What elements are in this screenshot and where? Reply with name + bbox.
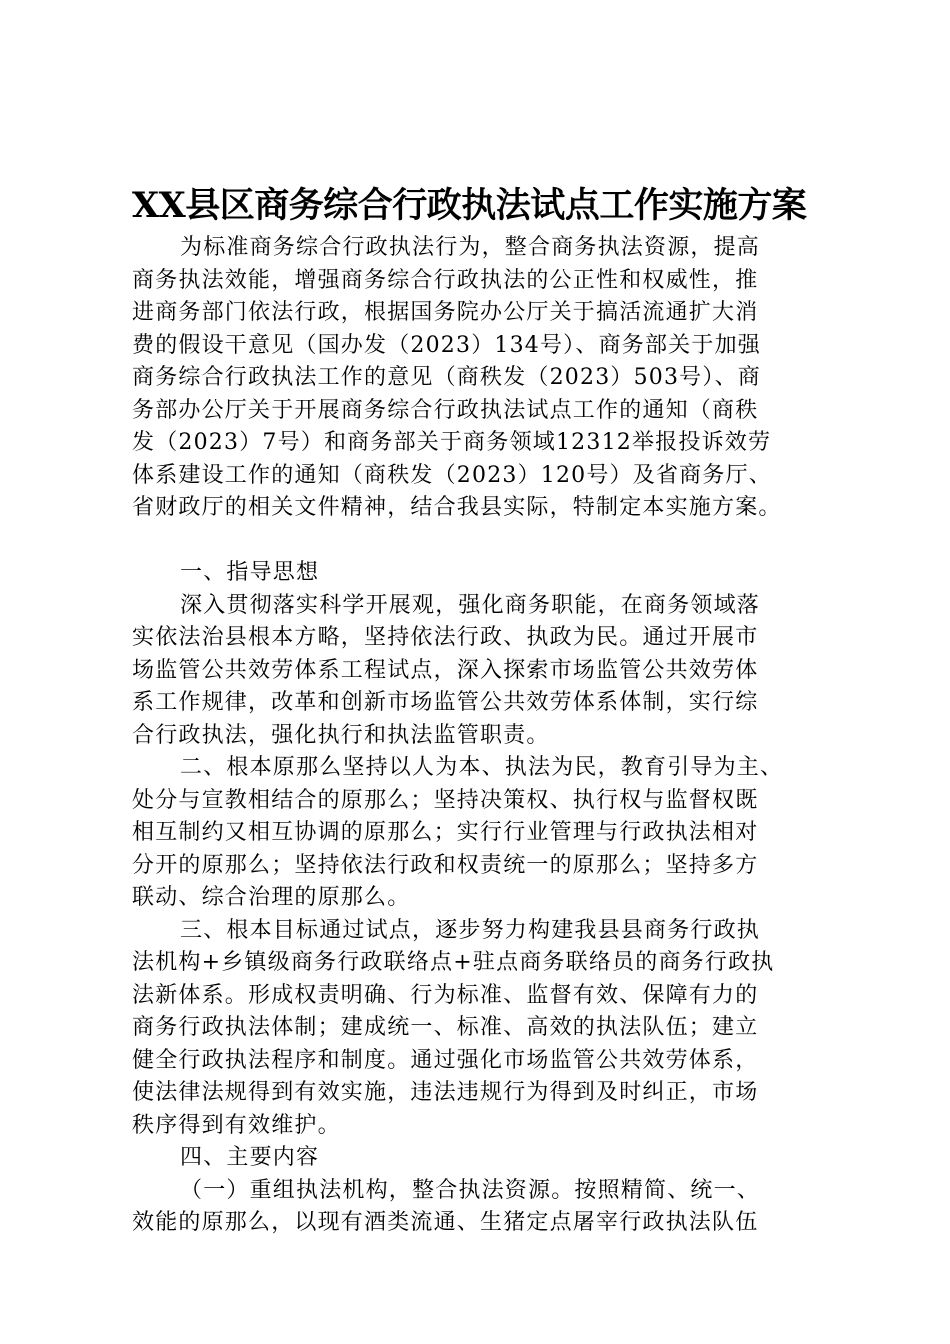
- paragraph-line: 健全行政执法程序和制度。通过强化市场监管公共效劳体系，: [132, 1047, 759, 1073]
- paragraph-line: 实依法治县根本方略，坚持依法行政、执政为民。通过开展市: [132, 625, 759, 650]
- document-body: [132, 232, 838, 1240]
- paragraph-line: 使法律法规得到有效实施，违法违规行为得到及时纠正，市场: [132, 1080, 759, 1105]
- section-heading: 四、主要内容: [180, 1145, 320, 1170]
- paragraph-line: 效能的原那么，以现有酒类流通、生猪定点屠宰行政执法队伍: [132, 1210, 759, 1235]
- paragraph-line: 体系建设工作的通知（商秩发（2023）120号）及省商务厅、: [132, 462, 772, 488]
- paragraph-line: 商务执法效能，增强商务综合行政执法的公正性和权威性，推: [132, 267, 759, 293]
- document-title: XX县区商务综合行政执法试点工作实施方案: [132, 185, 807, 226]
- paragraph-line: 场监管公共效劳体系工程试点，深入探索市场监管公共效劳体: [132, 657, 759, 683]
- paragraph-line: 合行政执法，强化执行和执法监管职责。: [132, 722, 550, 748]
- section-heading: 一、指导思想: [180, 560, 320, 585]
- paragraph-line: 发（2023）7号）和商务部关于商务领域12312举报投诉效劳: [132, 430, 772, 455]
- paragraph-line: 秩序得到有效维护。: [132, 1112, 341, 1138]
- paragraph-line: 进商务部门依法行政，根据国务院办公厅关于搞活流通扩大消: [132, 300, 759, 325]
- paragraph-line: 三、根本目标通过试点，逐步努力构建我县县商务行政执: [180, 917, 761, 943]
- paragraph-spacer: [132, 525, 838, 558]
- paragraph-line: 分开的原那么；坚持依法行政和权责统一的原那么；坚持多方: [132, 852, 759, 878]
- paragraph-line: （一）重组执法机构，整合执法资源。按照精简、统一、: [180, 1177, 761, 1203]
- paragraph-line: 费的假设干意见（国办发（2023）134号）、商务部关于加强: [132, 332, 761, 358]
- paragraph-line: 处分与宣教相结合的原那么；坚持决策权、执行权与监督权既: [132, 787, 759, 813]
- paragraph-line: 二、根本原那么坚持以人为本、执法为民，教育引导为主、: [180, 755, 784, 780]
- paragraph-line: 深入贯彻落实科学开展观，强化商务职能，在商务领域落: [180, 592, 761, 618]
- paragraph-line: 省财政厅的相关文件精神，结合我县实际，特制定本实施方案。: [132, 495, 782, 520]
- paragraph-line: 法新体系。形成权责明确、行为标准、监督有效、保障有力的: [132, 982, 759, 1008]
- paragraph-line: 联动、综合治理的原那么。: [132, 885, 411, 910]
- paragraph-line: 商务行政执法体制；建成统一、标准、高效的执法队伍；建立: [132, 1015, 759, 1040]
- paragraph-line: 为标准商务综合行政执法行为，整合商务执法资源，提高: [180, 235, 761, 260]
- paragraph-line: 法机构+乡镇级商务行政联络点+驻点商务联络员的商务行政执: [132, 950, 775, 975]
- paragraph-line: 系工作规律，改革和创新市场监管公共效劳体系体制，实行综: [132, 690, 759, 715]
- paragraph-line: 相互制约又相互协调的原那么；实行行业管理与行政执法相对: [132, 820, 759, 845]
- paragraph-line: 商务综合行政执法工作的意见（商秩发（2023）503号）、商: [132, 365, 761, 390]
- paragraph-line: 务部办公厅关于开展商务综合行政执法试点工作的通知（商秩: [132, 397, 759, 423]
